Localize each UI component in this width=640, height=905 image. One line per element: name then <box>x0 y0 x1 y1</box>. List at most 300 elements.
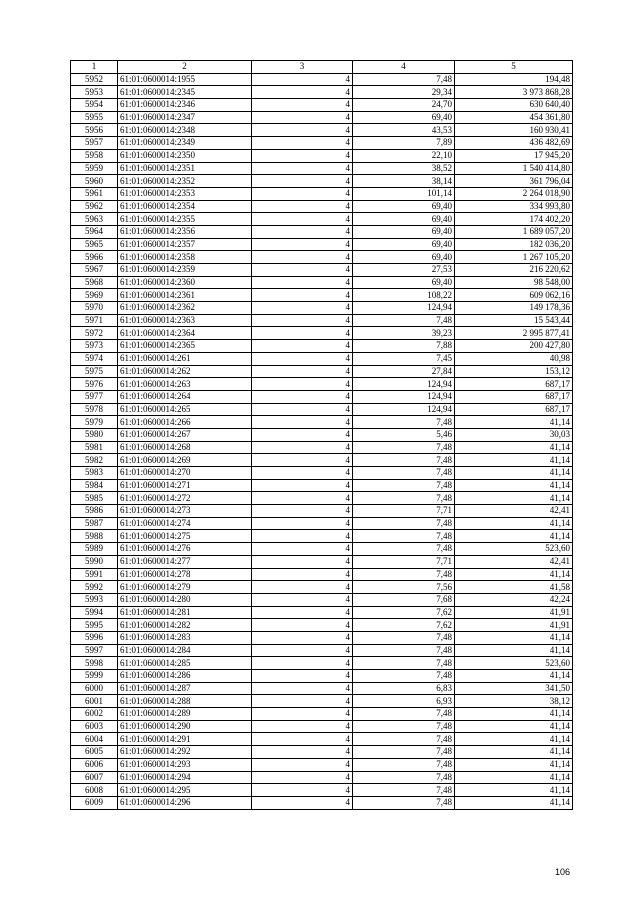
row-number-cell: 5992 <box>71 581 118 594</box>
category-code-cell: 4 <box>252 73 353 86</box>
header-col-3: 3 <box>252 61 353 74</box>
cost-value-cell: 41,14 <box>455 771 573 784</box>
area-value-cell: 7,48 <box>353 73 455 86</box>
cadastral-number-cell: 61:01:0600014:262 <box>118 365 252 378</box>
row-number-cell: 5984 <box>71 479 118 492</box>
row-number-cell: 5963 <box>71 213 118 226</box>
table-row <box>71 784 573 797</box>
data-table-container <box>70 60 572 810</box>
category-code-cell: 4 <box>252 99 353 112</box>
cadastral-number-cell: 61:01:0600014:263 <box>118 378 252 391</box>
category-code-cell: 4 <box>252 428 353 441</box>
cadastral-number-cell: 61:01:0600014:273 <box>118 505 252 518</box>
category-code-cell: 4 <box>252 796 353 809</box>
cost-value-cell: 687,17 <box>455 390 573 403</box>
area-value-cell: 7,48 <box>353 441 455 454</box>
table-row <box>71 162 573 175</box>
cadastral-number-cell: 61:01:0600014:2351 <box>118 162 252 175</box>
row-number-cell: 5958 <box>71 149 118 162</box>
category-code-cell: 4 <box>252 733 353 746</box>
cost-value-cell: 17 945,20 <box>455 149 573 162</box>
category-code-cell: 4 <box>252 784 353 797</box>
cost-value-cell: 361 796,04 <box>455 175 573 188</box>
area-value-cell: 7,48 <box>353 416 455 429</box>
cost-value-cell: 41,91 <box>455 606 573 619</box>
table-row <box>71 73 573 86</box>
table-row <box>71 708 573 721</box>
cadastral-number-cell: 61:01:0600014:284 <box>118 644 252 657</box>
category-code-cell: 4 <box>252 568 353 581</box>
area-value-cell: 69,40 <box>353 251 455 264</box>
cadastral-number-cell: 61:01:0600014:293 <box>118 758 252 771</box>
cadastral-number-cell: 61:01:0600014:280 <box>118 593 252 606</box>
cadastral-number-cell: 61:01:0600014:2348 <box>118 124 252 137</box>
table-row <box>71 467 573 480</box>
category-code-cell: 4 <box>252 187 353 200</box>
category-code-cell: 4 <box>252 682 353 695</box>
area-value-cell: 7,89 <box>353 137 455 150</box>
area-value-cell: 27,84 <box>353 365 455 378</box>
table-row <box>71 530 573 543</box>
category-code-cell: 4 <box>252 758 353 771</box>
row-number-cell: 5966 <box>71 251 118 264</box>
area-value-cell: 7,56 <box>353 581 455 594</box>
cost-value-cell: 630 640,40 <box>455 99 573 112</box>
row-number-cell: 5965 <box>71 238 118 251</box>
area-value-cell: 69,40 <box>353 238 455 251</box>
area-value-cell: 43,53 <box>353 124 455 137</box>
area-value-cell: 124,94 <box>353 403 455 416</box>
header-col-4: 4 <box>353 61 455 74</box>
table-row <box>71 390 573 403</box>
area-value-cell: 7,48 <box>353 771 455 784</box>
cost-value-cell: 41,14 <box>455 530 573 543</box>
area-value-cell: 22,10 <box>353 149 455 162</box>
table-row <box>71 302 573 315</box>
cadastral-number-cell: 61:01:0600014:266 <box>118 416 252 429</box>
cost-value-cell: 41,14 <box>455 631 573 644</box>
row-number-cell: 5960 <box>71 175 118 188</box>
table-row <box>71 187 573 200</box>
cadastral-number-cell: 61:01:0600014:2355 <box>118 213 252 226</box>
cost-value-cell: 334 993,80 <box>455 200 573 213</box>
cost-value-cell: 41,14 <box>455 454 573 467</box>
cost-value-cell: 41,14 <box>455 720 573 733</box>
row-number-cell: 5955 <box>71 111 118 124</box>
row-number-cell: 5980 <box>71 428 118 441</box>
header-col-5: 5 <box>455 61 573 74</box>
row-number-cell: 5970 <box>71 302 118 315</box>
category-code-cell: 4 <box>252 314 353 327</box>
row-number-cell: 5976 <box>71 378 118 391</box>
cadastral-number-cell: 61:01:0600014:270 <box>118 467 252 480</box>
category-code-cell: 4 <box>252 606 353 619</box>
row-number-cell: 6008 <box>71 784 118 797</box>
cadastral-number-cell: 61:01:0600014:265 <box>118 403 252 416</box>
area-value-cell: 124,94 <box>353 378 455 391</box>
area-value-cell: 7,48 <box>353 492 455 505</box>
row-number-cell: 5961 <box>71 187 118 200</box>
category-code-cell: 4 <box>252 149 353 162</box>
table-row <box>71 720 573 733</box>
row-number-cell: 6009 <box>71 796 118 809</box>
area-value-cell: 7,48 <box>353 568 455 581</box>
cadastral-number-cell: 61:01:0600014:2365 <box>118 340 252 353</box>
table-row <box>71 492 573 505</box>
cadastral-number-cell: 61:01:0600014:289 <box>118 708 252 721</box>
table-row <box>71 238 573 251</box>
cost-value-cell: 41,91 <box>455 619 573 632</box>
category-code-cell: 4 <box>252 695 353 708</box>
area-value-cell: 69,40 <box>353 225 455 238</box>
cadastral-table <box>70 60 573 810</box>
area-value-cell: 7,48 <box>353 314 455 327</box>
area-value-cell: 5,46 <box>353 428 455 441</box>
cadastral-number-cell: 61:01:0600014:2345 <box>118 86 252 99</box>
cost-value-cell: 687,17 <box>455 403 573 416</box>
row-number-cell: 6007 <box>71 771 118 784</box>
cost-value-cell: 41,14 <box>455 467 573 480</box>
table-row <box>71 111 573 124</box>
cost-value-cell: 41,14 <box>455 733 573 746</box>
category-code-cell: 4 <box>252 276 353 289</box>
table-row <box>71 796 573 809</box>
row-number-cell: 5957 <box>71 137 118 150</box>
table-row <box>71 670 573 683</box>
area-value-cell: 7,48 <box>353 670 455 683</box>
category-code-cell: 4 <box>252 517 353 530</box>
cadastral-number-cell: 61:01:0600014:2358 <box>118 251 252 264</box>
table-row <box>71 606 573 619</box>
cadastral-number-cell: 61:01:0600014:286 <box>118 670 252 683</box>
row-number-cell: 5974 <box>71 352 118 365</box>
area-value-cell: 69,40 <box>353 213 455 226</box>
category-code-cell: 4 <box>252 213 353 226</box>
cost-value-cell: 42,41 <box>455 555 573 568</box>
area-value-cell: 7,71 <box>353 555 455 568</box>
table-row <box>71 352 573 365</box>
table-row <box>71 213 573 226</box>
cost-value-cell: 41,14 <box>455 670 573 683</box>
cadastral-number-cell: 61:01:0600014:295 <box>118 784 252 797</box>
cadastral-number-cell: 61:01:0600014:292 <box>118 746 252 759</box>
table-row <box>71 365 573 378</box>
cost-value-cell: 41,14 <box>455 796 573 809</box>
cadastral-number-cell: 61:01:0600014:267 <box>118 428 252 441</box>
table-row <box>71 99 573 112</box>
row-number-cell: 5971 <box>71 314 118 327</box>
area-value-cell: 24,70 <box>353 99 455 112</box>
cadastral-number-cell: 61:01:0600014:271 <box>118 479 252 492</box>
category-code-cell: 4 <box>252 162 353 175</box>
category-code-cell: 4 <box>252 505 353 518</box>
area-value-cell: 7,71 <box>353 505 455 518</box>
area-value-cell: 7,48 <box>353 784 455 797</box>
table-row <box>71 225 573 238</box>
category-code-cell: 4 <box>252 403 353 416</box>
category-code-cell: 4 <box>252 378 353 391</box>
row-number-cell: 5973 <box>71 340 118 353</box>
cadastral-number-cell: 61:01:0600014:268 <box>118 441 252 454</box>
cost-value-cell: 41,14 <box>455 746 573 759</box>
area-value-cell: 38,14 <box>353 175 455 188</box>
row-number-cell: 5964 <box>71 225 118 238</box>
area-value-cell: 69,40 <box>353 200 455 213</box>
table-row <box>71 758 573 771</box>
cadastral-number-cell: 61:01:0600014:2354 <box>118 200 252 213</box>
table-row <box>71 251 573 264</box>
row-number-cell: 5987 <box>71 517 118 530</box>
category-code-cell: 4 <box>252 467 353 480</box>
table-row <box>71 264 573 277</box>
cost-value-cell: 41,14 <box>455 644 573 657</box>
row-number-cell: 6006 <box>71 758 118 771</box>
row-number-cell: 5994 <box>71 606 118 619</box>
cost-value-cell: 194,48 <box>455 73 573 86</box>
table-row <box>71 441 573 454</box>
row-number-cell: 6004 <box>71 733 118 746</box>
area-value-cell: 124,94 <box>353 302 455 315</box>
category-code-cell: 4 <box>252 137 353 150</box>
row-number-cell: 5982 <box>71 454 118 467</box>
page-number: 106 <box>554 867 570 877</box>
cost-value-cell: 41,14 <box>455 758 573 771</box>
table-row <box>71 124 573 137</box>
cost-value-cell: 174 402,20 <box>455 213 573 226</box>
cost-value-cell: 1 540 414,80 <box>455 162 573 175</box>
cost-value-cell: 436 482,69 <box>455 137 573 150</box>
cadastral-number-cell: 61:01:0600014:2353 <box>118 187 252 200</box>
area-value-cell: 108,22 <box>353 289 455 302</box>
cadastral-number-cell: 61:01:0600014:2362 <box>118 302 252 315</box>
category-code-cell: 4 <box>252 238 353 251</box>
table-row <box>71 416 573 429</box>
category-code-cell: 4 <box>252 670 353 683</box>
area-value-cell: 7,48 <box>353 657 455 670</box>
area-value-cell: 101,14 <box>353 187 455 200</box>
cost-value-cell: 523,60 <box>455 657 573 670</box>
area-value-cell: 27,53 <box>353 264 455 277</box>
table-row <box>71 137 573 150</box>
cadastral-number-cell: 61:01:0600014:2357 <box>118 238 252 251</box>
cost-value-cell: 41,14 <box>455 568 573 581</box>
table-row <box>71 327 573 340</box>
row-number-cell: 5998 <box>71 657 118 670</box>
category-code-cell: 4 <box>252 746 353 759</box>
cadastral-number-cell: 61:01:0600014:278 <box>118 568 252 581</box>
category-code-cell: 4 <box>252 264 353 277</box>
row-number-cell: 5968 <box>71 276 118 289</box>
cadastral-number-cell: 61:01:0600014:2364 <box>118 327 252 340</box>
cadastral-number-cell: 61:01:0600014:287 <box>118 682 252 695</box>
cost-value-cell: 41,14 <box>455 479 573 492</box>
cost-value-cell: 41,14 <box>455 784 573 797</box>
area-value-cell: 7,48 <box>353 454 455 467</box>
category-code-cell: 4 <box>252 555 353 568</box>
category-code-cell: 4 <box>252 352 353 365</box>
cost-value-cell: 1 267 105,20 <box>455 251 573 264</box>
table-row <box>71 479 573 492</box>
cost-value-cell: 2 264 018,90 <box>455 187 573 200</box>
table-row <box>71 555 573 568</box>
table-row <box>71 733 573 746</box>
category-code-cell: 4 <box>252 657 353 670</box>
category-code-cell: 4 <box>252 492 353 505</box>
row-number-cell: 5969 <box>71 289 118 302</box>
cadastral-number-cell: 61:01:0600014:2352 <box>118 175 252 188</box>
cost-value-cell: 2 995 877,41 <box>455 327 573 340</box>
cadastral-number-cell: 61:01:0600014:290 <box>118 720 252 733</box>
table-row <box>71 340 573 353</box>
cadastral-number-cell: 61:01:0600014:285 <box>118 657 252 670</box>
row-number-cell: 5989 <box>71 543 118 556</box>
cadastral-number-cell: 61:01:0600014:272 <box>118 492 252 505</box>
cadastral-number-cell: 61:01:0600014:2363 <box>118 314 252 327</box>
cadastral-number-cell: 61:01:0600014:288 <box>118 695 252 708</box>
category-code-cell: 4 <box>252 593 353 606</box>
table-body <box>71 73 573 809</box>
cost-value-cell: 41,14 <box>455 517 573 530</box>
cost-value-cell: 523,60 <box>455 543 573 556</box>
row-number-cell: 5977 <box>71 390 118 403</box>
row-number-cell: 5995 <box>71 619 118 632</box>
table-row <box>71 289 573 302</box>
area-value-cell: 69,40 <box>353 111 455 124</box>
area-value-cell: 7,88 <box>353 340 455 353</box>
category-code-cell: 4 <box>252 543 353 556</box>
cost-value-cell: 30,03 <box>455 428 573 441</box>
cadastral-number-cell: 61:01:0600014:283 <box>118 631 252 644</box>
table-row <box>71 454 573 467</box>
area-value-cell: 7,48 <box>353 517 455 530</box>
row-number-cell: 5988 <box>71 530 118 543</box>
category-code-cell: 4 <box>252 365 353 378</box>
category-code-cell: 4 <box>252 581 353 594</box>
header-col-1: 1 <box>71 61 118 74</box>
area-value-cell: 7,48 <box>353 543 455 556</box>
cadastral-number-cell: 61:01:0600014:2361 <box>118 289 252 302</box>
row-number-cell: 5975 <box>71 365 118 378</box>
category-code-cell: 4 <box>252 340 353 353</box>
row-number-cell: 5954 <box>71 99 118 112</box>
row-number-cell: 5972 <box>71 327 118 340</box>
category-code-cell: 4 <box>252 479 353 492</box>
cost-value-cell: 216 220,62 <box>455 264 573 277</box>
cost-value-cell: 42,24 <box>455 593 573 606</box>
table-row <box>71 771 573 784</box>
cost-value-cell: 160 930,41 <box>455 124 573 137</box>
table-row <box>71 428 573 441</box>
row-number-cell: 5983 <box>71 467 118 480</box>
category-code-cell: 4 <box>252 124 353 137</box>
area-value-cell: 7,48 <box>353 631 455 644</box>
cost-value-cell: 153,12 <box>455 365 573 378</box>
cadastral-number-cell: 61:01:0600014:269 <box>118 454 252 467</box>
area-value-cell: 7,48 <box>353 530 455 543</box>
cost-value-cell: 149 178,36 <box>455 302 573 315</box>
cost-value-cell: 1 689 057,20 <box>455 225 573 238</box>
cost-value-cell: 182 036,20 <box>455 238 573 251</box>
cadastral-number-cell: 61:01:0600014:2350 <box>118 149 252 162</box>
row-number-cell: 6005 <box>71 746 118 759</box>
category-code-cell: 4 <box>252 619 353 632</box>
table-row <box>71 175 573 188</box>
category-code-cell: 4 <box>252 644 353 657</box>
cadastral-number-cell: 61:01:0600014:294 <box>118 771 252 784</box>
cadastral-number-cell: 61:01:0600014:2347 <box>118 111 252 124</box>
row-number-cell: 5991 <box>71 568 118 581</box>
category-code-cell: 4 <box>252 327 353 340</box>
area-value-cell: 6,83 <box>353 682 455 695</box>
table-row <box>71 314 573 327</box>
cadastral-number-cell: 61:01:0600014:1955 <box>118 73 252 86</box>
table-row <box>71 505 573 518</box>
area-value-cell: 29,34 <box>353 86 455 99</box>
cost-value-cell: 454 361,80 <box>455 111 573 124</box>
table-row <box>71 276 573 289</box>
row-number-cell: 6000 <box>71 682 118 695</box>
cadastral-number-cell: 61:01:0600014:264 <box>118 390 252 403</box>
table-row <box>71 644 573 657</box>
row-number-cell: 5978 <box>71 403 118 416</box>
table-row <box>71 619 573 632</box>
cost-value-cell: 40,98 <box>455 352 573 365</box>
row-number-cell: 5990 <box>71 555 118 568</box>
row-number-cell: 6003 <box>71 720 118 733</box>
row-number-cell: 5985 <box>71 492 118 505</box>
cadastral-number-cell: 61:01:0600014:279 <box>118 581 252 594</box>
cadastral-number-cell: 61:01:0600014:276 <box>118 543 252 556</box>
category-code-cell: 4 <box>252 771 353 784</box>
category-code-cell: 4 <box>252 251 353 264</box>
row-number-cell: 5962 <box>71 200 118 213</box>
cadastral-number-cell: 61:01:0600014:296 <box>118 796 252 809</box>
cadastral-number-cell: 61:01:0600014:2349 <box>118 137 252 150</box>
category-code-cell: 4 <box>252 631 353 644</box>
category-code-cell: 4 <box>252 289 353 302</box>
area-value-cell: 124,94 <box>353 390 455 403</box>
cadastral-number-cell: 61:01:0600014:2346 <box>118 99 252 112</box>
area-value-cell: 7,48 <box>353 720 455 733</box>
area-value-cell: 7,48 <box>353 733 455 746</box>
table-row <box>71 593 573 606</box>
cost-value-cell: 41,14 <box>455 708 573 721</box>
cadastral-number-cell: 61:01:0600014:2356 <box>118 225 252 238</box>
cost-value-cell: 41,58 <box>455 581 573 594</box>
row-number-cell: 5953 <box>71 86 118 99</box>
table-row <box>71 403 573 416</box>
table-row <box>71 543 573 556</box>
cadastral-number-cell: 61:01:0600014:281 <box>118 606 252 619</box>
category-code-cell: 4 <box>252 111 353 124</box>
category-code-cell: 4 <box>252 454 353 467</box>
row-number-cell: 6002 <box>71 708 118 721</box>
category-code-cell: 4 <box>252 416 353 429</box>
area-value-cell: 7,45 <box>353 352 455 365</box>
area-value-cell: 69,40 <box>353 276 455 289</box>
table-row <box>71 657 573 670</box>
table-row <box>71 746 573 759</box>
area-value-cell: 7,62 <box>353 619 455 632</box>
table-row <box>71 631 573 644</box>
area-value-cell: 7,48 <box>353 746 455 759</box>
row-number-cell: 5997 <box>71 644 118 657</box>
category-code-cell: 4 <box>252 390 353 403</box>
row-number-cell: 6001 <box>71 695 118 708</box>
cost-value-cell: 687,17 <box>455 378 573 391</box>
cadastral-number-cell: 61:01:0600014:277 <box>118 555 252 568</box>
table-row <box>71 517 573 530</box>
